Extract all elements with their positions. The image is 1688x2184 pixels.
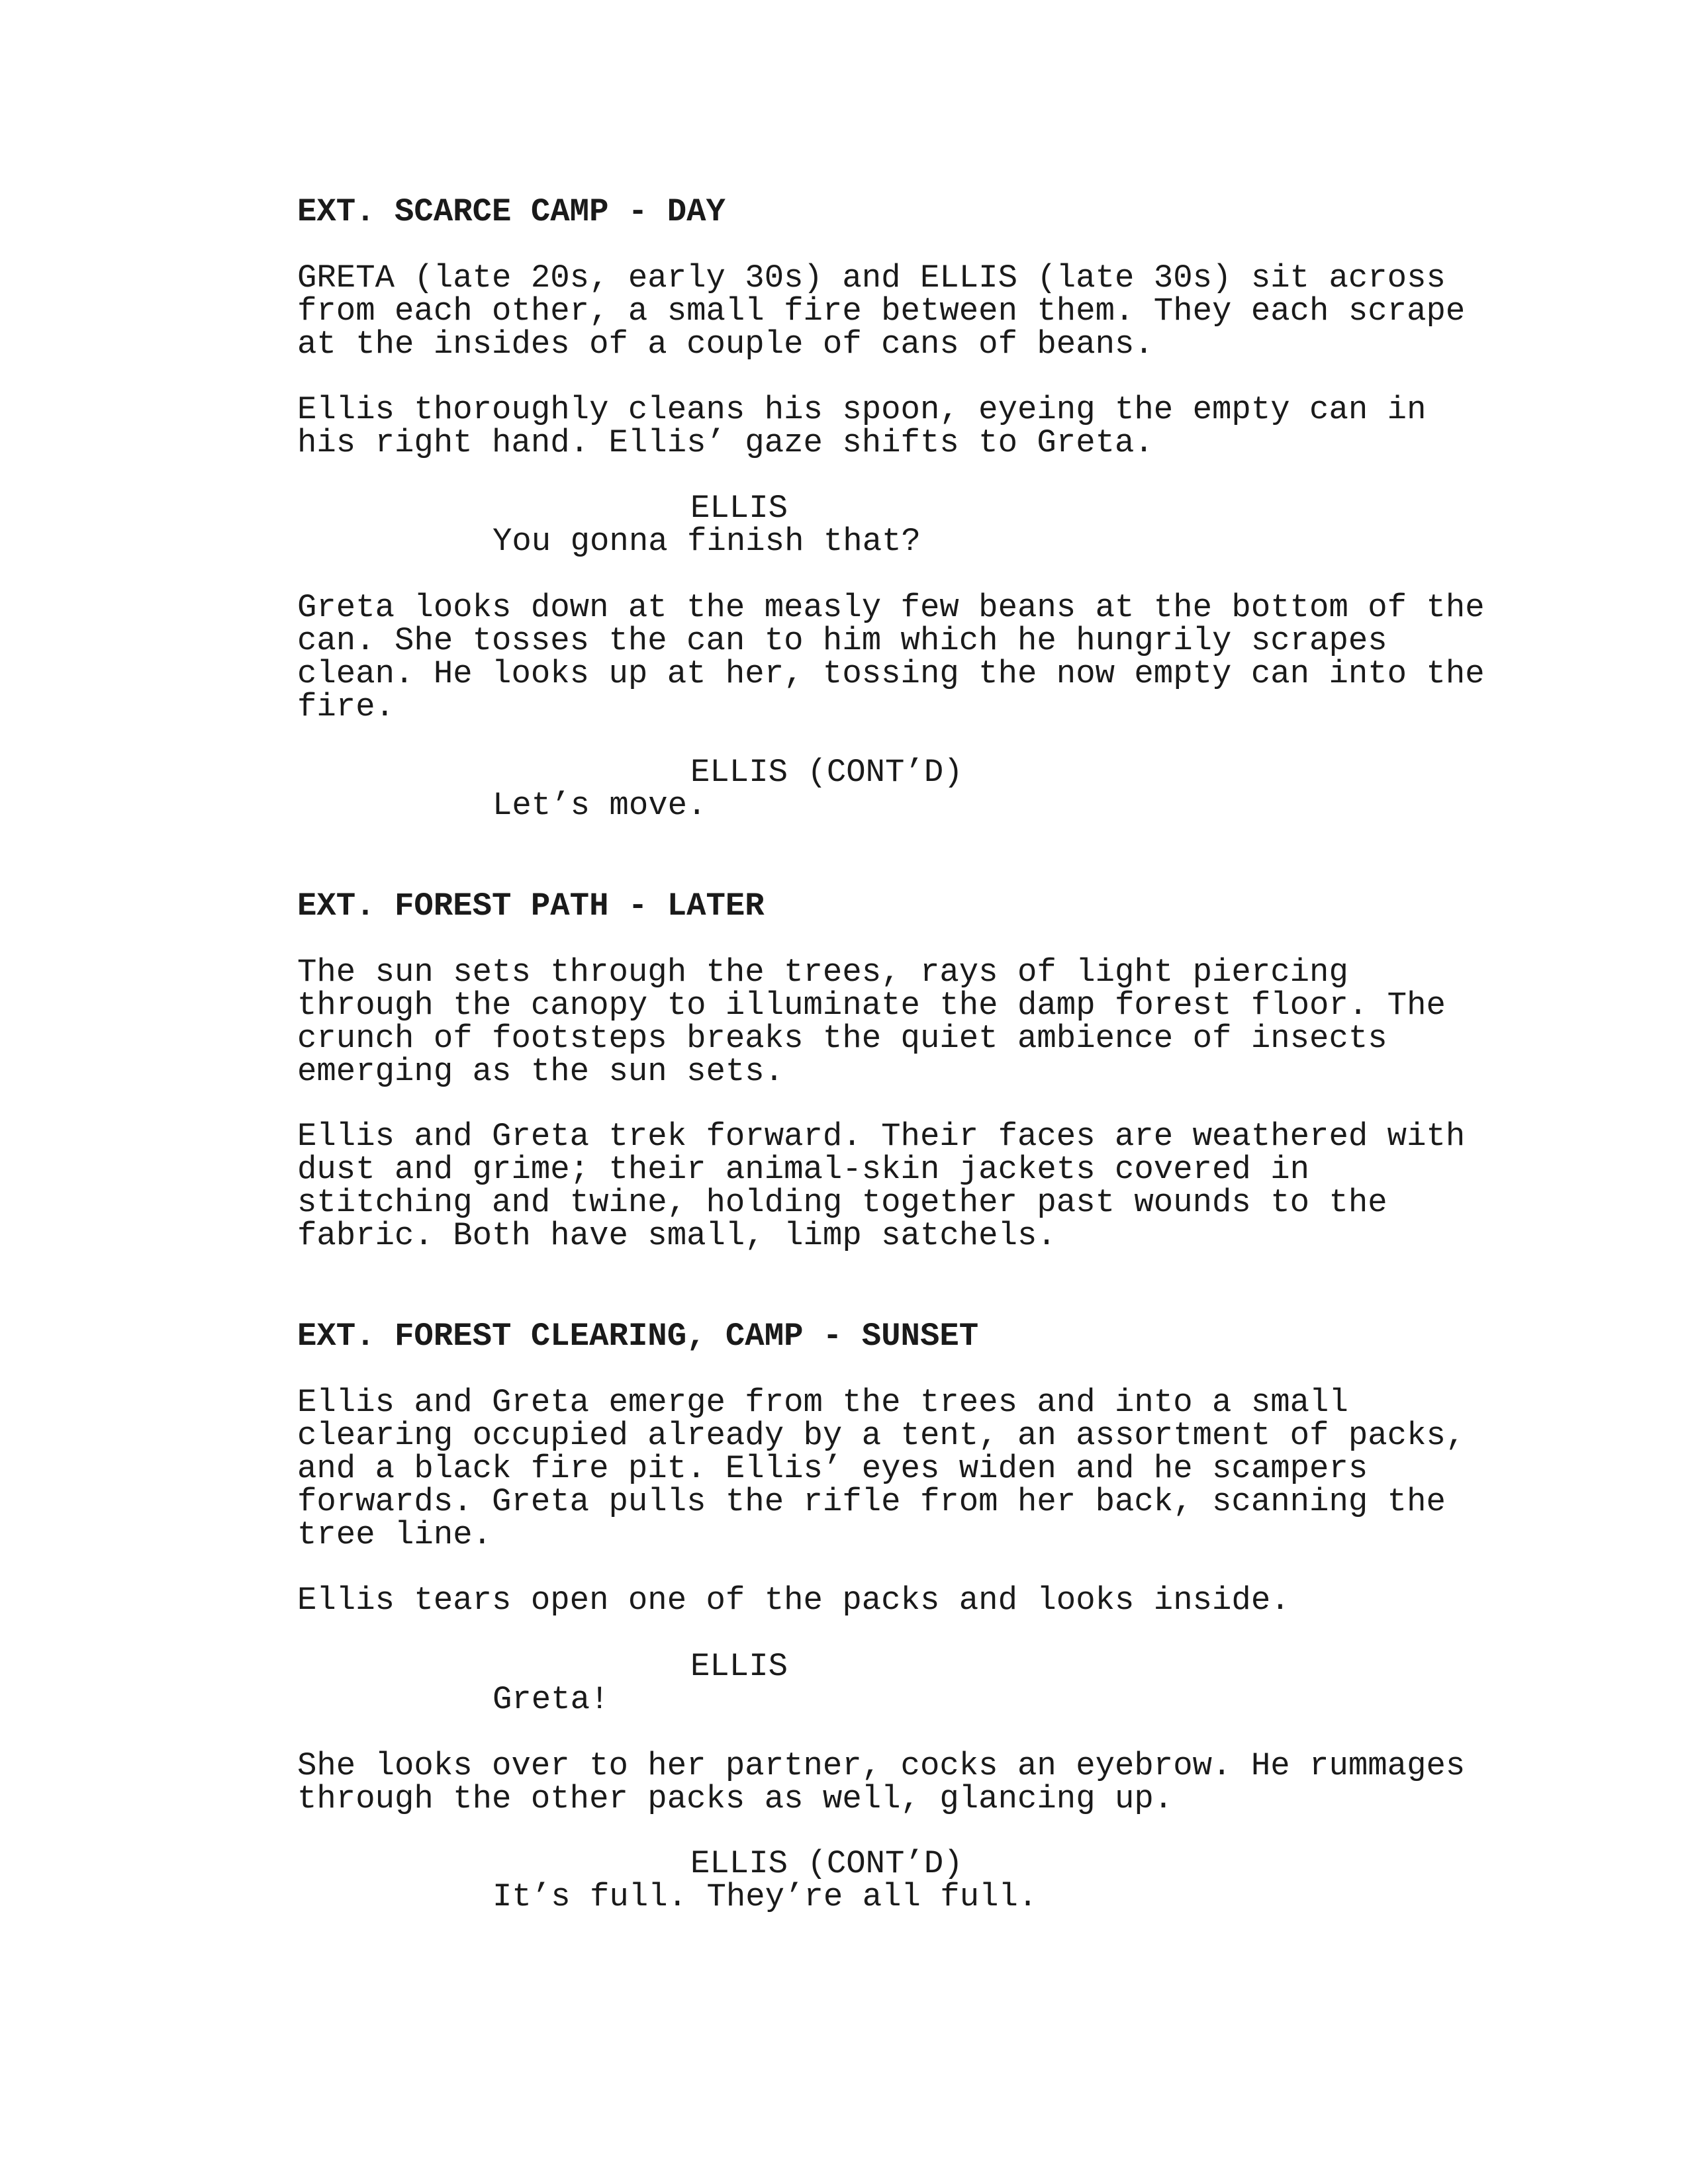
character-cue (690, 1847, 963, 1880)
scene-heading: EXT. FOREST PATH - LATER (297, 887, 765, 925)
character-cue (690, 492, 788, 525)
dialogue-line: You gonna finish that? (492, 523, 921, 560)
action-paragraph: Ellis and Greta emerge from the trees and into a small clearing occupied already by a tent, an assortment of packs, and a black fire pit. Ellis’ eyes widen and he scampers forwards. Greta pulls the rifle from her back, scanning the tree line. (297, 1384, 1466, 1553)
character-cue (690, 1650, 788, 1683)
character-name: ELLIS (690, 490, 788, 527)
character-extension: (CONT’D) (807, 1845, 963, 1882)
dialogue-line: Greta! (492, 1681, 610, 1718)
action-paragraph: Greta looks down at the measly few beans at the bottom of the can. She tosses the can to him which he hungrily scrapes clean. He looks up at her, tossing the now empty can into the fire. (297, 589, 1485, 725)
scene-heading: EXT. FOREST CLEARING, CAMP - SUNSET (297, 1318, 979, 1355)
action-paragraph: The sun sets through the trees, rays of light piercing through the canopy to illuminate the damp forest floor. The crunch of footsteps breaks the quiet ambience of insects emerging as the sun sets. (297, 954, 1446, 1090)
character-name: ELLIS (690, 754, 788, 791)
action-paragraph: Ellis tears open one of the packs and looks inside. (297, 1582, 1290, 1619)
action-paragraph: Ellis and Greta trek forward. Their faces are weathered with dust and grime; their animal-skin jackets covered in stitching and twine, holding together past wounds to the fabric. Both have small, limp satchels. (297, 1118, 1466, 1254)
action-paragraph: Ellis thoroughly cleans his spoon, eyeing the empty can in his right hand. Ellis’ gaze shifts to Greta. (297, 391, 1427, 461)
dialogue-line: Let’s move. (492, 787, 707, 824)
action-paragraph: GRETA (late 20s, early 30s) and ELLIS (late 30s) sit across from each other, a small fire between them. They each scrape at the insides of a couple of cans of beans. (297, 259, 1466, 363)
scene-heading: EXT. SCARCE CAMP - DAY (297, 193, 726, 230)
character-name: ELLIS (690, 1845, 788, 1882)
dialogue-line: It’s full. They’re all full. (492, 1878, 1038, 1915)
character-cue (690, 756, 963, 789)
action-paragraph: She looks over to her partner, cocks an eyebrow. He rummages through the other packs as well, glancing up. (297, 1747, 1466, 1817)
character-name: ELLIS (690, 1648, 788, 1685)
character-extension: (CONT’D) (807, 754, 963, 791)
